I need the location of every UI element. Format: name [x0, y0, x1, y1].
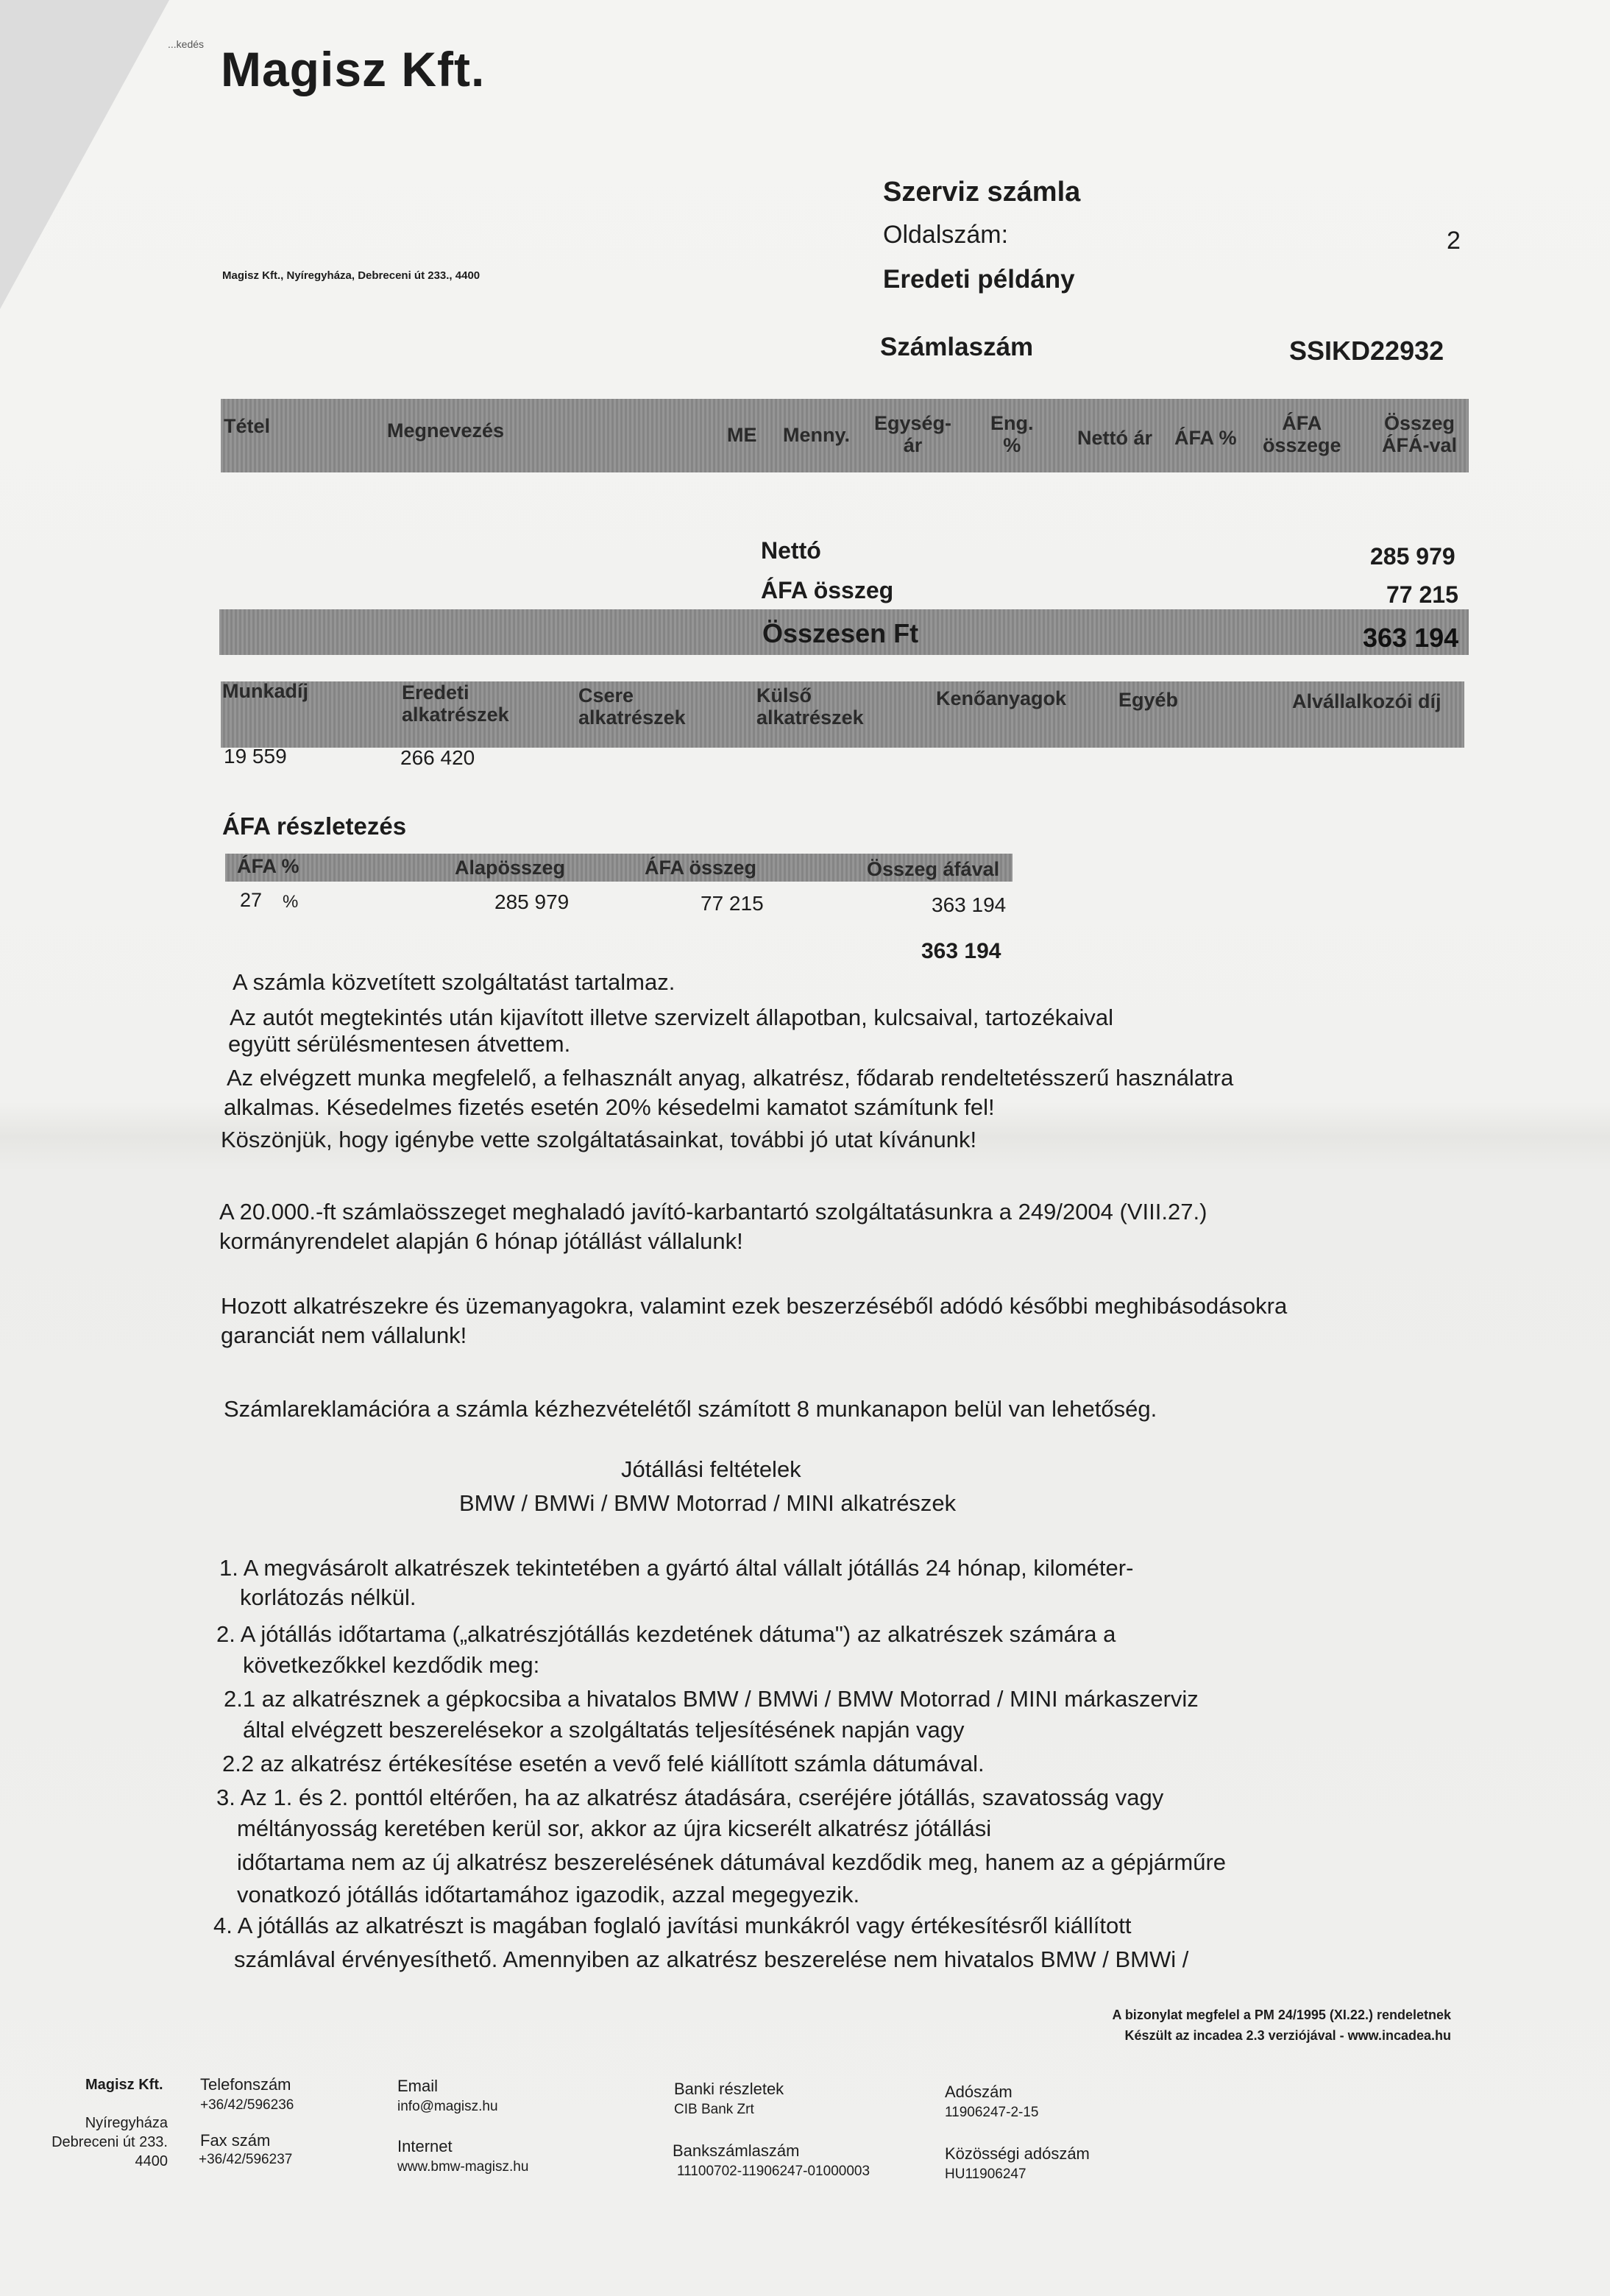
- grand-total-value: 363 194: [1363, 623, 1459, 653]
- vat-breakdown-title: ÁFA részletezés: [222, 812, 407, 840]
- folded-corner: [0, 0, 169, 309]
- warranty-line: által elvégzett beszerelésekor a szolgáltatás teljesítésének napján vagy: [243, 1717, 965, 1743]
- copy-label: Eredeti példány: [883, 265, 1075, 294]
- invoice-number: SSIKD22932: [1289, 336, 1444, 366]
- warranty-subtitle: BMW / BMWi / BMW Motorrad / MINI alkatrészek: [459, 1490, 957, 1516]
- footer-account-label: Bankszámlaszám: [673, 2141, 800, 2160]
- cost-header-other: Egyéb: [1118, 689, 1179, 711]
- vat-header-amount: ÁFA összeg: [645, 857, 757, 879]
- cost-value-original-parts: 266 420: [400, 746, 475, 769]
- col-header-gross: Összeg ÁFÁ-val: [1382, 412, 1458, 456]
- warranty-line: 2. A jótállás időtartama („alkatrészjótállás kezdetének dátuma") az alkatrészek számára a: [216, 1621, 1116, 1647]
- footer-phone: +36/42/596236: [200, 2097, 294, 2113]
- footer-email-label: Email: [397, 2077, 439, 2095]
- col-header-net-price: Nettó ár: [1077, 427, 1153, 449]
- footer-fax: +36/42/596237: [199, 2152, 293, 2167]
- vat-total-label: ÁFA összeg: [761, 577, 894, 603]
- vat-row-base: 285 979: [494, 890, 570, 913]
- note-line: együtt sérülésmentesen átvettem.: [228, 1031, 571, 1057]
- net-label: Nettó: [761, 537, 821, 564]
- warranty-line: 2.2 az alkatrész értékesítése esetén a vevő felé kiállított számla dátumával.: [222, 1751, 985, 1776]
- vat-row-amount: 77 215: [701, 892, 764, 915]
- cost-header-lubricants: Kenőanyagok: [936, 687, 1067, 709]
- vat-header-rate: ÁFA %: [237, 855, 299, 877]
- footer-account: 11100702-11906247-01000003: [677, 2164, 870, 2179]
- cost-header-labour: Munkadíj: [222, 680, 309, 702]
- vat-row-gross: 363 194: [932, 893, 1007, 916]
- footer-fax-label: Fax szám: [200, 2131, 271, 2150]
- cost-header-external-parts: Külső alkatrészek: [756, 684, 864, 729]
- warranty-line: 3. Az 1. és 2. ponttól eltérően, ha az alkatrész átadására, cseréjére jótállás, szavatosság vagy: [216, 1785, 1164, 1810]
- warranty-line: korlátozás nélkül.: [240, 1584, 416, 1610]
- invoice-number-label: Számlaszám: [880, 333, 1034, 361]
- cost-header-subcontractor: Alvállalkozói díj: [1292, 690, 1441, 712]
- footer-tax: 11906247-2-15: [945, 2105, 1039, 2120]
- col-header-description: Megnevezés: [387, 419, 505, 442]
- warranty-line: számlával érvényesíthető. Amennyiben az alkatrész beszerelése nem hivatalos BMW / BMWi /: [234, 1946, 1189, 1972]
- grand-total-label: Összesen Ft: [762, 618, 919, 648]
- own-parts-note-line: garanciát nem vállalunk!: [221, 1322, 467, 1348]
- net-value: 285 979: [1370, 543, 1455, 570]
- company-address: Magisz Kft., Nyíregyháza, Debreceni út 233., 4400: [222, 269, 480, 282]
- footer-city: Nyíregyháza: [85, 2115, 168, 2131]
- footer-company: Magisz Kft.: [85, 2077, 163, 2093]
- cost-header-original-parts: Eredeti alkatrészek: [402, 681, 509, 726]
- col-header-vat-amount: ÁFA összege: [1263, 412, 1341, 456]
- warranty-line: 2.1 az alkatrésznek a gépkocsiba a hivatalos BMW / BMWi / BMW Motorrad / MINI márkaszerviz: [224, 1686, 1199, 1712]
- page-number: 2: [1447, 227, 1461, 255]
- cost-header-exchange-parts: Csere alkatrészek: [578, 684, 686, 729]
- vat-grand-total: 363 194: [921, 939, 1001, 963]
- note-line: Köszönjük, hogy igénybe vette szolgáltatásainkat, további jó utat kívánunk!: [221, 1127, 977, 1152]
- footer-eu-tax: HU11906247: [945, 2166, 1026, 2182]
- warranty-note-line: A 20.000.-ft számlaösszeget meghaladó javító-karbantartó szolgáltatásunkra a 249/2004 (VIII.27.): [219, 1199, 1208, 1225]
- document-type: Szerviz számla: [883, 177, 1081, 208]
- footer-internet-label: Internet: [397, 2137, 453, 2155]
- complaint-note: Számlareklamációra a számla kézhezvételétől számított 8 munkanapon belül van lehetőség.: [224, 1396, 1157, 1422]
- cost-value-labour: 19 559: [224, 745, 287, 768]
- footer-internet: www.bmw-magisz.hu: [397, 2159, 529, 2175]
- legal-line-2: Készült az incadea 2.3 verziójával - www.incadea.hu: [1124, 2028, 1451, 2043]
- footer-eu-tax-label: Közösségi adószám: [945, 2144, 1090, 2163]
- warranty-title: Jótállási feltételek: [621, 1456, 801, 1482]
- vat-row-rate: 27: [240, 889, 263, 911]
- note-line: Az elvégzett munka megfelelő, a felhasznált anyag, alkatrész, fődarab rendeltetésszerű használatra: [227, 1065, 1234, 1091]
- col-header-qty: Menny.: [783, 424, 851, 446]
- note-line: Az autót megtekintés után kijavított illetve szervizelt állapotban, kulcsaival, tartozékaival: [230, 1005, 1113, 1030]
- vat-row-rate-unit: %: [283, 892, 299, 912]
- own-parts-note-line: Hozott alkatrészekre és üzemanyagokra, valamint ezek beszerzéséből adódó későbbi meghibásodásokra: [221, 1293, 1288, 1319]
- page-label: Oldalszám:: [883, 221, 1009, 249]
- footer-bank-label: Banki részletek: [674, 2080, 784, 2098]
- warranty-line: 1. A megvásárolt alkatrészek tekintetében a gyártó által vállalt jótállás 24 hónap, kilométer-: [219, 1555, 1134, 1581]
- legal-line-1: A bizonylat megfelel a PM 24/1995 (XI.22.) rendeletnek: [1112, 2008, 1451, 2022]
- warranty-line: vonatkozó jótállás időtartamához igazodik, azzal megegyezik.: [237, 1882, 860, 1907]
- footer-street: Debreceni út 233.: [52, 2134, 168, 2150]
- warranty-line: 4. A jótállás az alkatrészt is magában foglaló javítási munkákról vagy értékesítésről kiállított: [213, 1913, 1132, 1938]
- col-header-vat-rate: ÁFA %: [1174, 427, 1237, 449]
- col-header-unit-price: Egység- ár: [874, 412, 952, 456]
- warranty-line: időtartama nem az új alkatrész beszerelésének dátumával kezdődik meg, hanem az a gépjárműre: [237, 1849, 1227, 1875]
- vat-header-base: Alapösszeg: [455, 857, 566, 879]
- footer-phone-label: Telefonszám: [200, 2075, 291, 2094]
- col-header-item: Tétel: [224, 415, 271, 437]
- vat-total-value: 77 215: [1386, 581, 1458, 608]
- warranty-note-line: kormányrendelet alapján 6 hónap jótállást vállalunk!: [219, 1228, 743, 1254]
- footer-bank: CIB Bank Zrt: [674, 2102, 754, 2117]
- note-line: alkalmas. Késedelmes fizetés esetén 20% késedelmi kamatot számítunk fel!: [224, 1094, 995, 1120]
- warranty-line: következőkkel kezdődik meg:: [243, 1652, 540, 1678]
- footer-tax-label: Adószám: [945, 2083, 1013, 2101]
- note-line: A számla közvetített szolgáltatást tartalmaz.: [233, 969, 675, 995]
- company-prefix: ...kedés: [168, 38, 205, 50]
- footer-zip: 4400: [135, 2153, 168, 2169]
- company-logo-text: Magisz Kft.: [221, 42, 486, 96]
- col-header-unit: ME: [727, 424, 757, 446]
- warranty-line: méltányosság keretében kerül sor, akkor az újra kicserélt alkatrész jótállási: [237, 1815, 992, 1841]
- footer-email: info@magisz.hu: [397, 2099, 498, 2114]
- vat-header-gross: Összeg áfával: [867, 858, 1000, 880]
- col-header-discount: Eng. %: [990, 412, 1034, 456]
